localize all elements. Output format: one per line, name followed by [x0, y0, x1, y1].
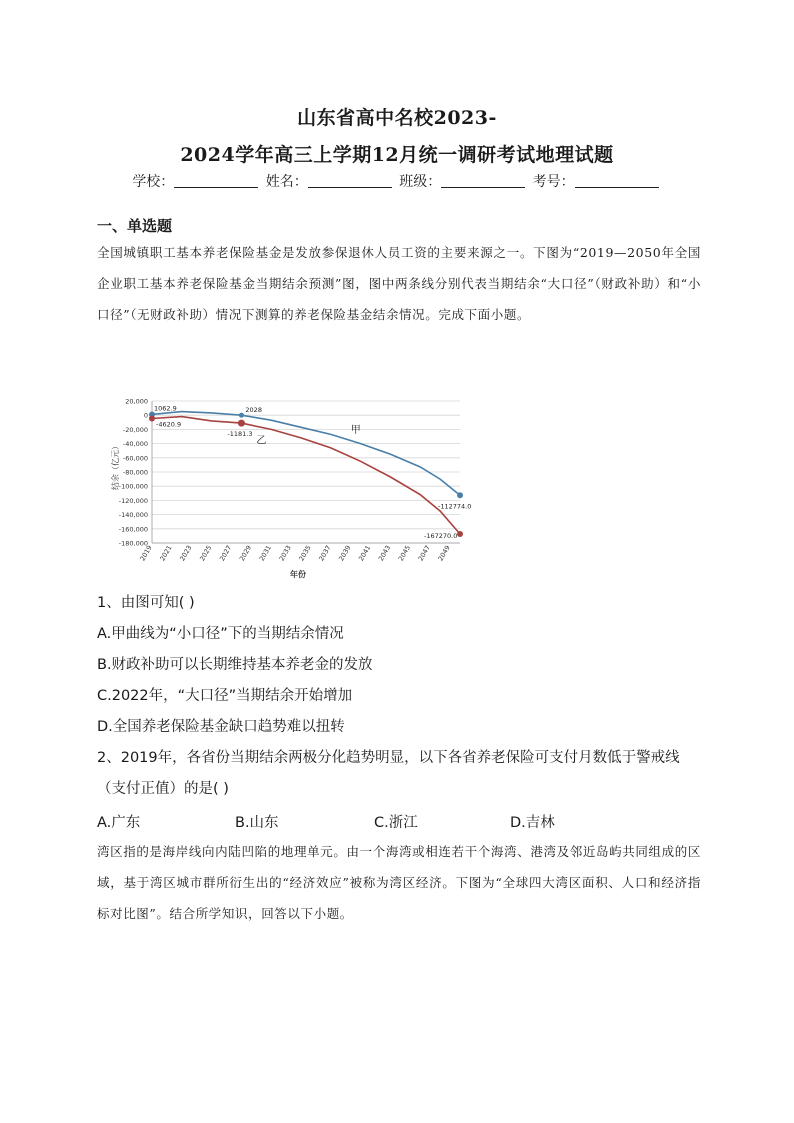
chart-y-axis	[119, 398, 152, 548]
question-1-option-c[interactable]: C.2022年，“大口径”当期结余开始增加	[97, 688, 353, 704]
chart-gridlines	[152, 401, 460, 543]
chart-y-axis-label: 结余（亿元）	[111, 442, 120, 490]
x-tick-label: 2025	[198, 544, 214, 563]
series-end-point	[457, 531, 463, 537]
y-tick-label: -140,000	[118, 511, 148, 520]
series-line-1	[152, 412, 460, 496]
x-tick-label: 2049	[436, 544, 452, 563]
name-blank[interactable]	[308, 173, 392, 188]
y-tick-label: -100,000	[118, 482, 148, 491]
x-tick-label: 2033	[277, 544, 293, 563]
y-tick-label: -60,000	[122, 454, 148, 463]
series-marker	[238, 420, 245, 427]
question-1-stem: 1、由图可知( )	[97, 595, 195, 611]
question-1-option-d[interactable]: D.全国养老保险基金缺口趋势难以扭转	[97, 719, 345, 735]
x-tick-label: 2019	[138, 544, 154, 563]
question-2-option-b[interactable]: B.山东	[235, 815, 279, 831]
series-label-yi: 乙	[256, 435, 267, 447]
question-2-stem: 2、2019年，各省份当期结余两极分化趋势明显，以下各省养老保险可支付月数低于警戒线（支付正值）的是( )	[97, 750, 680, 797]
series-marker	[239, 413, 244, 418]
exam-number-blank[interactable]	[575, 173, 659, 188]
chart-series	[149, 411, 463, 537]
section-heading: 一、单选题	[97, 217, 173, 235]
x-tick-label: 2047	[416, 544, 432, 563]
x-tick-label: 2043	[376, 544, 393, 563]
data-annotation: 1062.9	[154, 404, 177, 413]
data-annotation: -1181.3	[227, 430, 253, 439]
x-tick-label: 2037	[317, 544, 333, 563]
series-label-jia: 甲	[350, 424, 361, 436]
x-tick-label: 2021	[158, 544, 174, 563]
series-line-2	[152, 417, 460, 534]
data-annotation: 2028	[245, 406, 262, 415]
x-tick-label: 2031	[257, 544, 273, 563]
y-tick-label: -40,000	[122, 440, 148, 449]
data-annotation: -4620.9	[156, 420, 182, 429]
question-2-option-d[interactable]: D.吉林	[510, 815, 555, 831]
question-2-option-a[interactable]: A.广东	[97, 815, 141, 831]
x-tick-label: 2041	[357, 544, 373, 563]
x-tick-label: 2029	[237, 544, 254, 563]
x-tick-label: 2035	[297, 544, 313, 563]
y-tick-label: 0	[143, 411, 148, 420]
exam-number-label: 考号：	[532, 174, 575, 190]
x-tick-label: 2039	[337, 544, 353, 563]
chart-x-axis	[139, 543, 460, 562]
y-tick-label: -20,000	[122, 425, 148, 434]
school-blank[interactable]	[174, 173, 258, 188]
y-tick-label: -120,000	[118, 496, 148, 505]
data-annotation: -167270.0	[424, 531, 458, 540]
question-2-options	[97, 811, 701, 835]
exam-title-line1: 山东省高中名校2023-	[297, 107, 497, 129]
series-end-point	[457, 492, 463, 498]
x-tick-label: 2045	[396, 544, 413, 563]
data-annotation: -112774.0	[438, 502, 472, 511]
name-label: 姓名：	[265, 174, 308, 190]
question-2-option-c[interactable]: C.浙江	[374, 815, 418, 831]
student-info-row	[0, 171, 794, 191]
chart-x-axis-label: 年份	[290, 570, 306, 579]
x-tick-label: 2027	[218, 544, 234, 563]
pension-balance-line-chart	[110, 393, 500, 581]
class-blank[interactable]	[441, 173, 525, 188]
question-1-option-b[interactable]: B.财政补助可以长期维持基本养老金的发放	[97, 657, 373, 673]
class-label: 班级：	[399, 174, 442, 190]
intro-paragraph: 全国城镇职工基本养老保险基金是发放参保退休人员工资的主要来源之一。下图为“2019—2050年全国企业职工基本养老保险基金当期结余预测”图，图中两条线分别代表当期结余“大口径”（财政补助）和“小口径”（无财政补助）情况下测算的养老保险基金结余情况。完成下面小题。	[97, 245, 701, 322]
question-1-option-a[interactable]: A.甲曲线为“小口径”下的当期结余情况	[97, 626, 344, 642]
y-tick-label: 20,000	[125, 397, 148, 406]
school-label: 学校：	[132, 174, 175, 190]
y-tick-label: -180,000	[118, 539, 148, 548]
x-tick-label: 2023	[178, 544, 194, 563]
y-tick-label: -80,000	[122, 468, 148, 477]
exam-title-line2: 2024学年高三上学期12月统一调研考试地理试题	[180, 144, 614, 166]
series-start-point	[149, 415, 155, 421]
y-tick-label: -160,000	[118, 525, 148, 534]
bay-area-paragraph: 湾区指的是海岸线向内陆凹陷的地理单元。由一个海湾或相连若干个海湾、港湾及邻近岛屿共同组成的区域，基于湾区城市群所衍生出的“经济效应”被称为湾区经济。下图为“全球四大湾区面积、人口和经济指标对比图”。结合所学知识，回答以下小题。	[97, 844, 701, 921]
